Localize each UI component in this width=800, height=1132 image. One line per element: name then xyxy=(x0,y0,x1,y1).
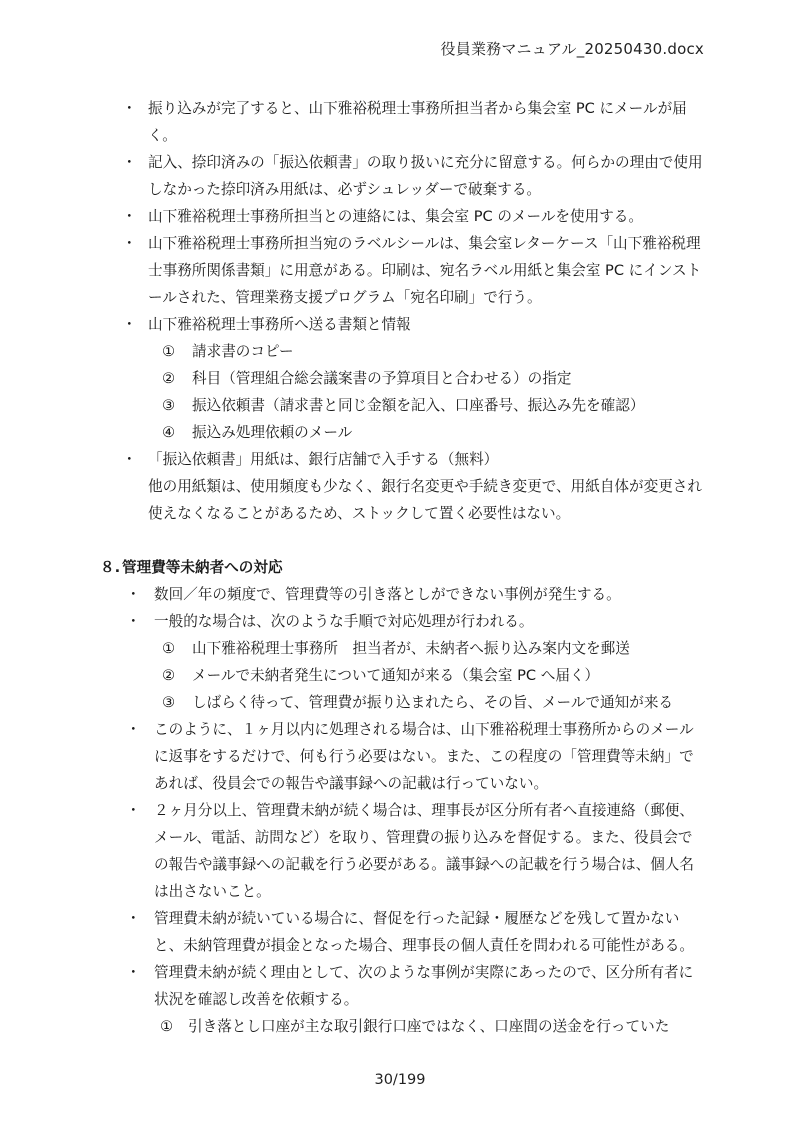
item-number: ① xyxy=(162,640,176,657)
numbered-item-text: しばらく待って、管理費が振り込まれたら、その旨、メールで通知が来る xyxy=(192,694,674,711)
bullet-mark: ・ xyxy=(122,451,137,468)
list-item xyxy=(100,203,706,230)
section-title: 管理費等未納者への対応 xyxy=(122,559,283,576)
numbered-item-text: 引き落とし口座が主な取引銀行口座ではなく、口座間の送金を行っていた xyxy=(188,1018,670,1035)
item-number: ④ xyxy=(162,424,176,441)
list-item-text: 「振込依頼書」用紙は、銀行店舗で入手する（無料） xyxy=(148,451,499,468)
item-number: ② xyxy=(162,370,176,387)
list-item-text: このように、１ヶ月以内に処理される場合は、山下雅裕税理士事務所からのメールに返事をするだけで、何も行う必要はない。また、この程度の「管理費等未納」であれば、役員会での報告や議事録への記載は行っていない。 xyxy=(154,721,694,792)
list-item xyxy=(100,446,706,473)
list-item xyxy=(100,797,706,905)
bullet-mark: ・ xyxy=(126,910,141,927)
numbered-item xyxy=(100,338,706,365)
bullet-mark: ・ xyxy=(126,613,141,630)
list-item-text: 一般的な場合は、次のような手順で対応処理が行われる。 xyxy=(154,613,534,630)
item-number: ② xyxy=(162,667,176,684)
numbered-item-text: 振込依頼書（請求書と同じ金額を記入、口座番号、振込み先を確認） xyxy=(192,397,645,414)
list-item-text: 振り込みが完了すると、山下雅裕税理士事務所担当者から集会室 PC にメールが届く。 xyxy=(148,100,687,144)
list-item-continuation: 他の用紙類は、使用頻度も少なく、銀行名変更や手続き変更で、用紙自体が変更され使えなくなることがあるため、ストックして置く必要性はない。 xyxy=(148,478,702,522)
list-item-text: 記入、捺印済みの「振込依頼書」の取り扱いに充分に留意する。何らかの理由で使用しなかった捺印済み用紙は、必ずシュレッダーで破棄する。 xyxy=(148,154,703,198)
numbered-item xyxy=(100,662,706,689)
numbered-item xyxy=(100,635,706,662)
numbered-item-text: 山下雅裕税理士事務所 担当者が、未納者へ振り込み案内文を郵送 xyxy=(192,640,630,657)
list-item-text: 山下雅裕税理士事務所担当宛のラベルシールは、集会室レターケース「山下雅裕税理士事務所関係書類」に用意がある。印刷は、宛名ラベル用紙と集会室 PC にインストールされた、管理業務支援プログラム「宛名印刷」で行う。 xyxy=(148,235,702,306)
list-item-text: 管理費未納が続いている場合に、督促を行った記録・履歴などを残して置かないと、未納管理費が損金となった場合、理事長の個人責任を問われる可能性がある。 xyxy=(154,910,694,954)
item-number: ① xyxy=(160,1018,174,1035)
numbered-item xyxy=(100,392,706,419)
bullet-mark: ・ xyxy=(126,586,141,603)
item-number: ① xyxy=(162,343,176,360)
list-item xyxy=(100,716,706,797)
list-item xyxy=(100,959,706,1013)
numbered-item-text: メールで未納者発生について通知が来る（集会室 PC へ届く） xyxy=(192,667,600,684)
list-item-text: 管理費未納が続く理由として、次のような事例が実際にあったので、区分所有者に状況を確認し改善を依頼する。 xyxy=(154,964,694,1008)
list-item-text: 山下雅裕税理士事務所へ送る書類と情報 xyxy=(148,316,411,333)
list-item xyxy=(100,608,706,635)
numbered-item xyxy=(100,365,706,392)
bullet-mark: ・ xyxy=(126,721,141,738)
list-item xyxy=(100,905,706,959)
numbered-item xyxy=(100,689,706,716)
numbered-item-text: 振込み処理依頼のメール xyxy=(192,424,353,441)
bullet-mark: ・ xyxy=(122,100,137,117)
list-item xyxy=(100,311,706,338)
list-item-text: ２ヶ月分以上、管理費未納が続く場合は、理事長が区分所有者へ直接連絡（郵便、メール、電話、訪問など）を取り、管理費の振り込みを督促する。また、役員会での報告や議事録への記載を行う必要がある。議事録への記載を行う場合は、個人名は出さないこと。 xyxy=(154,802,694,900)
list-item-text: 数回／年の頻度で、管理費等の引き落としができない事例が発生する。 xyxy=(154,586,621,603)
document-body xyxy=(100,95,706,1040)
section-heading xyxy=(100,554,706,581)
numbered-item-text: 請求書のコピー xyxy=(192,343,294,360)
numbered-item-text: 科目（管理組合総会議案書の予算項目と合わせる）の指定 xyxy=(192,370,572,387)
item-number: ③ xyxy=(162,397,176,414)
section-number: ８. xyxy=(100,559,121,576)
list-item-text: 山下雅裕税理士事務所担当との連絡には、集会室 PC のメールを使用する。 xyxy=(148,208,643,225)
list-item xyxy=(100,230,706,311)
item-number: ③ xyxy=(162,694,176,711)
bullet-mark: ・ xyxy=(122,154,137,171)
list-item xyxy=(100,149,706,203)
bullet-mark: ・ xyxy=(126,964,141,981)
numbered-item xyxy=(100,419,706,446)
bullet-mark: ・ xyxy=(122,235,137,252)
list-item xyxy=(100,95,706,149)
document-filename: 役員業務マニュアル_20250430.docx xyxy=(440,40,704,58)
bullet-mark: ・ xyxy=(122,316,137,333)
bullet-mark: ・ xyxy=(122,208,137,225)
numbered-item xyxy=(100,1013,706,1040)
list-item xyxy=(100,581,706,608)
bullet-mark: ・ xyxy=(126,802,141,819)
page-number: 30/199 xyxy=(374,1072,426,1088)
